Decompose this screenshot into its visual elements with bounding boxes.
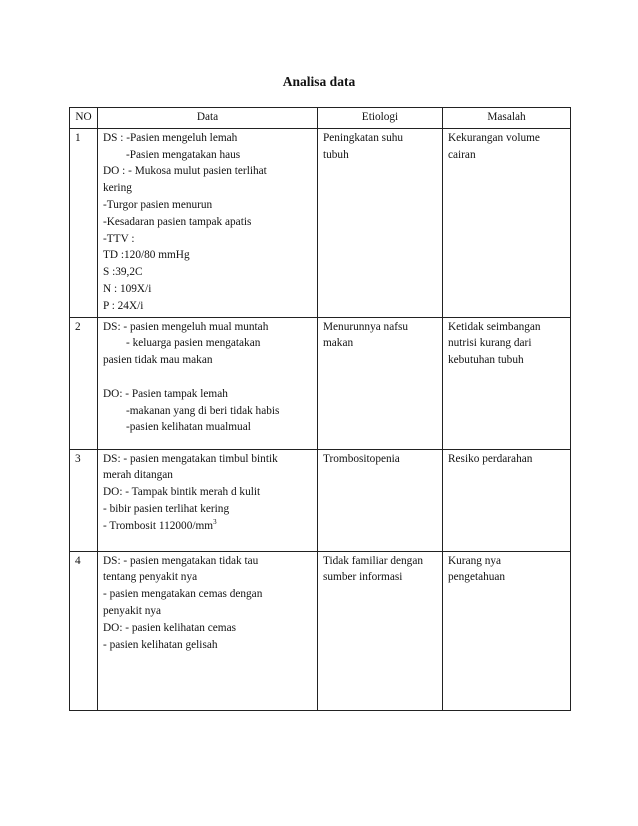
- etiologi-line: Peningkatan suhu: [323, 131, 404, 144]
- row-number: 4: [70, 551, 98, 710]
- table-row: [70, 128, 571, 317]
- data-line: -TTV :: [103, 232, 135, 245]
- row-number: 3: [70, 449, 98, 551]
- header-masalah: Masalah: [443, 108, 571, 129]
- analysis-table: [69, 107, 571, 711]
- data-line: [103, 518, 312, 535]
- etiologi-cell: [318, 128, 443, 317]
- data-line: merah ditangan: [103, 469, 173, 482]
- row-number: 2: [70, 317, 98, 449]
- data-line: -Pasien mengatakan haus: [126, 148, 241, 161]
- masalah-line: pengetahuan: [448, 571, 506, 584]
- masalah-line: Kekurangan volume: [448, 131, 540, 144]
- masalah-cell: [443, 317, 571, 449]
- masalah-line: nutrisi kurang dari: [448, 337, 532, 350]
- masalah-cell: [443, 551, 571, 710]
- data-line: DS: - pasien mengeluh mual muntah: [103, 320, 269, 333]
- row-number: 1: [70, 128, 98, 317]
- data-line: - keluarga pasien mengatakan: [126, 337, 261, 350]
- etiologi-line: Trombositopenia: [323, 452, 400, 465]
- header-etiologi: Etiologi: [318, 108, 443, 129]
- etiologi-line: Tidak familiar dengan: [323, 554, 423, 567]
- data-line: DO: - pasien kelihatan cemas: [103, 621, 237, 634]
- header-data: Data: [98, 108, 318, 129]
- masalah-line: cairan: [448, 148, 476, 161]
- superscript: 3: [213, 517, 217, 526]
- data-cell: [98, 317, 318, 449]
- blank-line: [103, 369, 312, 386]
- data-line: - bibir pasien terlihat kering: [103, 502, 230, 515]
- masalah-line: Resiko perdarahan: [448, 452, 533, 465]
- header-no: NO: [70, 108, 98, 129]
- data-line: DO: - Pasien tampak lemah: [103, 387, 228, 400]
- data-cell: [98, 449, 318, 551]
- data-line: -pasien kelihatan mualmual: [126, 421, 251, 434]
- trombosit-text: - Trombosit 112000/mm: [103, 519, 214, 532]
- etiologi-cell: [318, 449, 443, 551]
- data-line: -Kesadaran pasien tampak apatis: [103, 215, 252, 228]
- data-line: - pasien mengatakan cemas dengan: [103, 588, 263, 601]
- data-line: kering: [103, 182, 132, 195]
- table-row: [70, 551, 571, 710]
- table-row: [70, 449, 571, 551]
- page-title: Analisa data: [282, 74, 356, 89]
- data-cell: [98, 128, 318, 317]
- data-line: DO : - Mukosa mulut pasien terlihat: [103, 165, 267, 178]
- etiologi-cell: [318, 551, 443, 710]
- masalah-cell: [443, 128, 571, 317]
- data-line: S :39,2C: [103, 266, 143, 279]
- data-line: -makanan yang di beri tidak habis: [126, 404, 280, 417]
- data-line: N : 109X/i: [103, 282, 152, 295]
- data-line: DS: - pasien mengatakan tidak tau: [103, 554, 259, 567]
- data-line: -Turgor pasien menurun: [103, 198, 213, 211]
- masalah-cell: [443, 449, 571, 551]
- etiologi-line: makan: [323, 337, 354, 350]
- data-line: - pasien kelihatan gelisah: [103, 638, 218, 651]
- etiologi-line: Menurunnya nafsu: [323, 320, 409, 333]
- masalah-line: Ketidak seimbangan: [448, 320, 541, 333]
- data-line: TD :120/80 mmHg: [103, 249, 190, 262]
- data-line: P : 24X/i: [103, 299, 144, 312]
- etiologi-line: tubuh: [323, 148, 349, 161]
- masalah-line: Kurang nya: [448, 554, 502, 567]
- data-line: DS : -Pasien mengeluh lemah: [103, 131, 238, 144]
- etiologi-cell: [318, 317, 443, 449]
- masalah-line: kebutuhan tubuh: [448, 354, 524, 367]
- data-line: pasien tidak mau makan: [103, 354, 213, 367]
- data-line: DS: - pasien mengatakan timbul bintik: [103, 452, 278, 465]
- data-cell: [98, 551, 318, 710]
- table-row: [70, 317, 571, 449]
- data-line: tentang penyakit nya: [103, 571, 198, 584]
- etiologi-line: sumber informasi: [323, 571, 403, 584]
- table-header-row: [70, 108, 571, 129]
- data-line: penyakit nya: [103, 604, 162, 617]
- data-line: DO: - Tampak bintik merah d kulit: [103, 486, 261, 499]
